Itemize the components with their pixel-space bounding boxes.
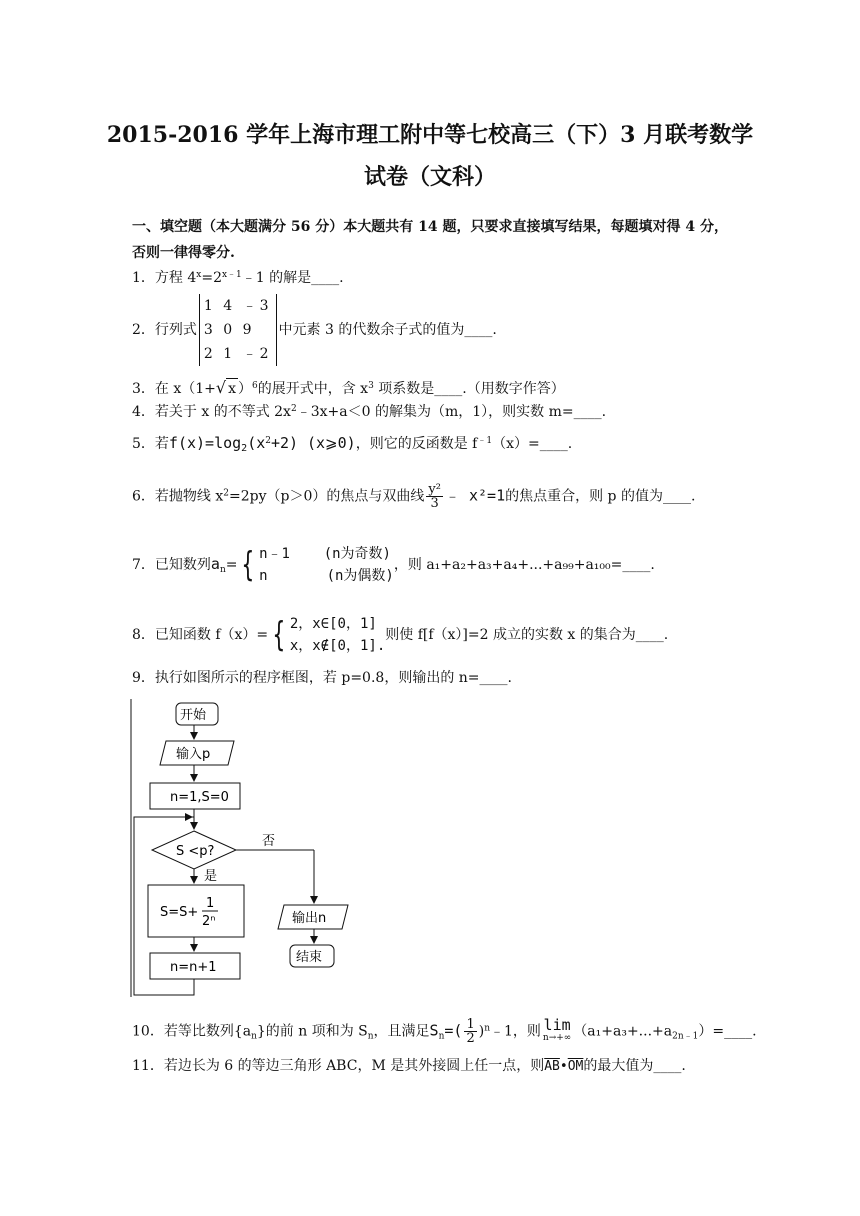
vector-ab: $\overline{AB}$ — [544, 1059, 560, 1074]
svg-text:S <p?: S <p? — [176, 844, 215, 859]
piecewise-function: 2，x∈[0，1] x，x∉[0，1]. — [289, 616, 386, 654]
limit-symbol: lim n→+∞ — [542, 1015, 572, 1043]
question-9: 9．执行如图所示的程序框图，若 p=0.8，则输出的 n=____. — [132, 670, 512, 686]
svg-text:n=1,S=0: n=1,S=0 — [170, 790, 229, 805]
svg-text:输出n: 输出n — [292, 911, 327, 926]
svg-text:开始: 开始 — [180, 708, 207, 723]
svg-text:S=S+: S=S+ — [160, 905, 199, 920]
svg-text:否: 否 — [262, 834, 276, 849]
svg-text:n=n+1: n=n+1 — [170, 960, 217, 975]
determinant-matrix: 1 4 ﹣3 3 0 9 2 1 ﹣2 — [199, 294, 277, 366]
svg-text:2ⁿ: 2ⁿ — [202, 914, 216, 929]
exam-title-line1: 2015-2016 学年上海市理工附中等七校高三（下）3 月联考数学 — [106, 122, 754, 148]
question-3: 3．在 x（1+√ x ）$^6$的展开式中，含 $x^3$ 项系数是____.（用数字作答） — [132, 378, 565, 397]
vector-om: $\overline{OM}$ — [567, 1059, 584, 1074]
question-2: 2．行列式 1 4 ﹣3 3 0 9 2 1 ﹣2 中元素 3 的代数余子式的值为____. — [132, 294, 497, 366]
flowchart — [128, 697, 368, 999]
exam-title-line2: 试卷（文科） — [363, 164, 496, 190]
question-10: 10．若等比数列$\{a_n\}$的前 n 项和为 $S_n$，且满足$S_n=$( $\frac{1}{2}$ )$^n$﹣1，则 lim n→+∞ $(a_1+a_3+...+a_{2n﹣1})=\_\_\_\_$. — [132, 1015, 757, 1046]
fraction-y2-over-3: $\frac{\text{y²}}{3}$ — [428, 482, 441, 511]
svg-text:结束: 结束 — [296, 950, 323, 965]
question-4: 4．若关于 x 的不等式 $2x^2﹣3x+a<0$ 的解集为（m，1），则实数 m=____. — [132, 404, 607, 420]
question-8: 8．已知函数 f（x）= { 2，x∈[0，1] x，x∉[0，1]. 则使 f[f（x）]=2 成立的实数 x 的集合为____. — [132, 615, 669, 655]
piecewise-cases: n﹣1 (n为奇数) n (n为偶数) — [259, 546, 394, 584]
question-6: 6．若抛物线 $x^2=2py(p>0)$的焦点与双曲线 $\frac{\text{y²}}{3}$ ﹣ x²=1的焦点重合，则 p 的值为____. — [132, 482, 696, 511]
svg-text:输入p: 输入p — [176, 747, 211, 762]
question-5: 5．若$f(x)=\log_2(x^2+2)$ (x⩾0)，则它的反函数是 $f^{﹣1}(x)=\_\_\_\_$. — [132, 434, 573, 454]
question-11: 11．若边长为 6 的等边三角形 ABC，M 是其外接圆上任一点，则$\overline{AB}•\overline{OM}$的最大值为____. — [132, 1058, 686, 1074]
question-7: 7．已知数列$a_n=$ { n﹣1 (n为奇数) n (n为偶数) ，则 a₁+a₂+a₃+a₄+...+a₉₉+a₁₀₀=____. — [132, 545, 655, 585]
section-heading: 一、填空题（本大题满分 56 分）本大题共有 14 题，只要求直接填写结果，每题填对得 4 分，否则一律得零分. — [132, 219, 728, 261]
svg-text:是: 是 — [204, 869, 218, 884]
question-1: 1．方程 $4^x=2^{x﹣1}﹣1$ 的解是____. — [132, 270, 344, 286]
svg-text:1: 1 — [206, 896, 215, 911]
